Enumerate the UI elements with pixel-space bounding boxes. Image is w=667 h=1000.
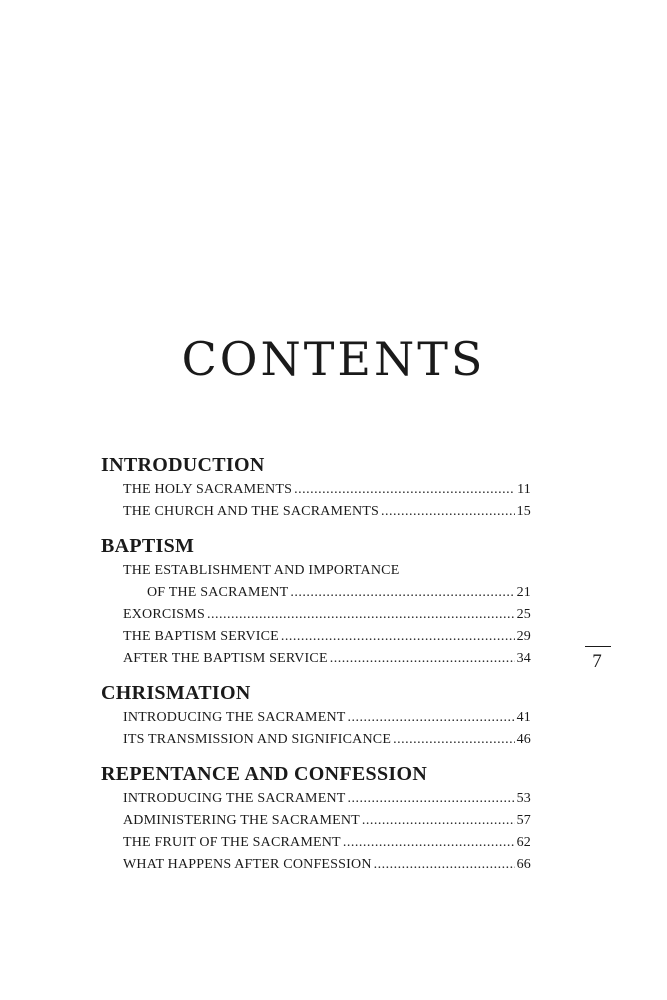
section-heading: INTRODUCTION [101,454,265,476]
section-heading: REPENTANCE AND CONFESSION [101,763,428,785]
leader-dots [348,707,515,729]
toc-section-repentance-and-confession [101,761,531,876]
toc-entry [101,729,531,751]
leader-dots [362,810,515,832]
entry-page-number: 46 [516,732,531,747]
entry-title: EXORCISMS [123,607,205,622]
leader-dots [348,788,515,810]
entry-title: INTRODUCING THE SACRAMENT [123,710,346,725]
toc-section-baptism [101,533,531,670]
toc-section-chrismation [101,680,531,751]
entry-title: AFTER THE BAPTISM SERVICE [123,651,328,666]
entry-title: WHAT HAPPENS AFTER CONFESSION [123,857,372,872]
toc-entry [101,626,531,648]
entry-page-number: 29 [516,629,531,644]
entry-title: ADMINISTERING THE SACRAMENT [123,813,360,828]
leader-dots [281,626,515,648]
entry-title: ITS TRANSMISSION AND SIGNIFICANCE [123,732,392,747]
leader-dots [330,648,515,670]
entry-page-number: 62 [516,835,531,850]
section-heading: BAPTISM [101,535,195,557]
entry-page-number: 15 [516,504,531,519]
toc-entry [101,501,531,523]
entry-page-number: 41 [516,710,531,725]
entry-page-number: 25 [516,607,531,622]
toc-entry [101,604,531,626]
toc-entry-first-line [101,560,531,582]
entry-page-number: 57 [516,813,531,828]
entry-title: THE ESTABLISHMENT AND IMPORTANCE [123,563,400,578]
toc-entry [101,479,531,501]
entry-page-number: 66 [516,857,531,872]
entry-page-number: 11 [517,482,531,497]
entry-page-number: 34 [516,651,531,666]
entry-title: THE CHURCH AND THE SACRAMENTS [123,504,380,519]
leader-dots [294,479,515,501]
toc-entry [101,832,531,854]
entry-page-number: 53 [516,791,531,806]
toc-entry [101,582,531,604]
entry-title: THE FRUIT OF THE SACRAMENT [123,835,341,850]
toc-entry [101,648,531,670]
page-folio [585,646,609,673]
entry-title: THE HOLY SACRAMENTS [123,482,293,497]
entry-title: THE BAPTISM SERVICE [123,629,279,644]
table-of-contents [101,452,531,886]
leader-dots [290,582,514,604]
leader-dots [374,854,515,876]
folio-rule [585,646,611,647]
toc-entry [101,854,531,876]
leader-dots [393,729,514,751]
toc-entry [101,810,531,832]
entry-page-number: 21 [516,585,531,600]
entry-title: INTRODUCING THE SACRAMENT [123,791,346,806]
leader-dots [381,501,515,523]
toc-entry [101,788,531,810]
section-heading: CHRISMATION [101,682,251,704]
toc-entry [101,707,531,729]
entry-title-continued: OF THE SACRAMENT [147,585,289,600]
leader-dots [343,832,515,854]
toc-section-introduction [101,452,531,523]
leader-dots [207,604,515,626]
page-title: CONTENTS [181,332,486,386]
page-number: 7 [592,651,602,672]
